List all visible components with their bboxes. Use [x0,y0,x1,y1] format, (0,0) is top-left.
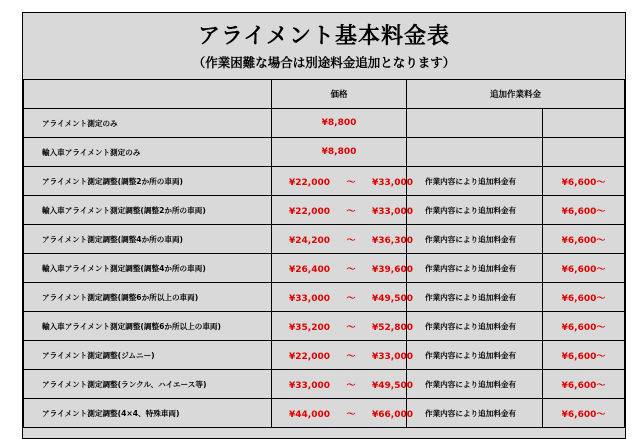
service-name: アライメント測定調整(ジムニー) [24,341,272,370]
price-high: ¥39,600 [372,264,413,275]
extra-fee-value: ¥6,600～ [543,196,625,225]
table-row [24,225,625,254]
price-range-tilde: ～ [346,322,356,333]
price-range-tilde: ～ [346,409,356,420]
header-extra-fee: 追加作業料金 [407,80,625,109]
table-row [24,196,625,225]
table-row [24,283,625,312]
price-high: ¥33,000 [372,177,413,188]
extra-fee-value: ¥6,600～ [543,399,625,428]
service-name: アライメント測定のみ [24,109,272,138]
header-price: 価格 [272,80,407,109]
service-name: アライメント測定調整(ランクル、ハイエース等) [24,370,272,399]
table-row [24,138,625,167]
extra-fee-note: 作業内容により追加料金有 [407,370,543,399]
price-high: ¥66,000 [372,409,413,420]
extra-fee-value: ¥6,600～ [543,254,625,283]
price-value: ¥8,800 [272,138,407,167]
price-range [272,283,413,312]
price-table [23,79,625,428]
table-row [24,109,625,138]
price-range [272,312,413,341]
table-row [24,254,625,283]
price-range-tilde: ～ [346,235,356,246]
price-high: ¥33,000 [372,351,413,362]
extra-fee-note: 作業内容により追加料金有 [407,225,543,254]
price-low: ¥44,000 [289,409,330,420]
service-name: 輸入車アライメント測定調整(調整6か所以上の車両) [24,312,272,341]
extra-fee-note: 作業内容により追加料金有 [407,312,543,341]
service-name: アライメント測定調整(調整2か所の車両) [24,167,272,196]
price-range [272,196,413,225]
empty-cell [543,109,625,138]
service-name: 輸入車アライメント測定調整(調整2か所の車両) [24,196,272,225]
price-low: ¥35,200 [289,322,330,333]
service-name: 輸入車アライメント測定のみ [24,138,272,167]
table-row [24,167,625,196]
price-high: ¥52,800 [372,322,413,333]
header-blank-cell [24,80,272,109]
price-range-tilde: ～ [346,264,356,275]
price-high: ¥49,500 [372,380,413,391]
table-row [24,341,625,370]
extra-fee-value: ¥6,600～ [543,167,625,196]
price-range-tilde: ～ [346,206,356,217]
extra-fee-note: 作業内容により追加料金有 [407,341,543,370]
price-high: ¥33,000 [372,206,413,217]
price-low: ¥24,200 [289,235,330,246]
price-low: ¥22,000 [289,206,330,217]
price-range [272,254,413,283]
empty-cell [407,109,543,138]
price-low: ¥26,400 [289,264,330,275]
price-low: ¥33,000 [289,293,330,304]
table-row [24,399,625,428]
service-name: アライメント測定調整(4×4、特殊車両) [24,399,272,428]
price-low: ¥33,000 [289,380,330,391]
price-range [272,399,413,428]
page-subtitle: （作業困難な場合は別途料金追加となります） [192,55,456,70]
table-header-row [24,80,625,109]
price-low: ¥22,000 [289,177,330,188]
extra-fee-note: 作業内容により追加料金有 [407,283,543,312]
price-range-tilde: ～ [346,380,356,391]
price-range-tilde: ～ [346,293,356,304]
empty-cell [543,138,625,167]
price-table-sheet [22,12,626,439]
price-range-tilde: ～ [346,351,356,362]
price-high: ¥36,300 [372,235,413,246]
service-name: アライメント測定調整(調整6か所以上の車両) [24,283,272,312]
service-name: アライメント測定調整(調整4か所の車両) [24,225,272,254]
extra-fee-value: ¥6,600～ [543,341,625,370]
extra-fee-value: ¥6,600～ [543,283,625,312]
price-range [272,341,413,370]
page-title: アライメント基本料金表 [197,24,451,49]
extra-fee-note: 作業内容により追加料金有 [407,196,543,225]
extra-fee-note: 作業内容により追加料金有 [407,167,543,196]
price-range-tilde: ～ [346,177,356,188]
price-value: ¥8,800 [272,109,407,138]
extra-fee-note: 作業内容により追加料金有 [407,399,543,428]
price-range [272,225,413,254]
extra-fee-value: ¥6,600～ [543,312,625,341]
service-name: 輸入車アライメント測定調整(調整4か所の車両) [24,254,272,283]
price-high: ¥49,500 [372,293,413,304]
extra-fee-note: 作業内容により追加料金有 [407,254,543,283]
price-range [272,370,413,399]
extra-fee-value: ¥6,600～ [543,225,625,254]
extra-fee-value: ¥6,600～ [543,370,625,399]
empty-cell [407,138,543,167]
table-row [24,370,625,399]
table-row [24,312,625,341]
price-low: ¥22,000 [289,351,330,362]
price-range [272,167,413,196]
